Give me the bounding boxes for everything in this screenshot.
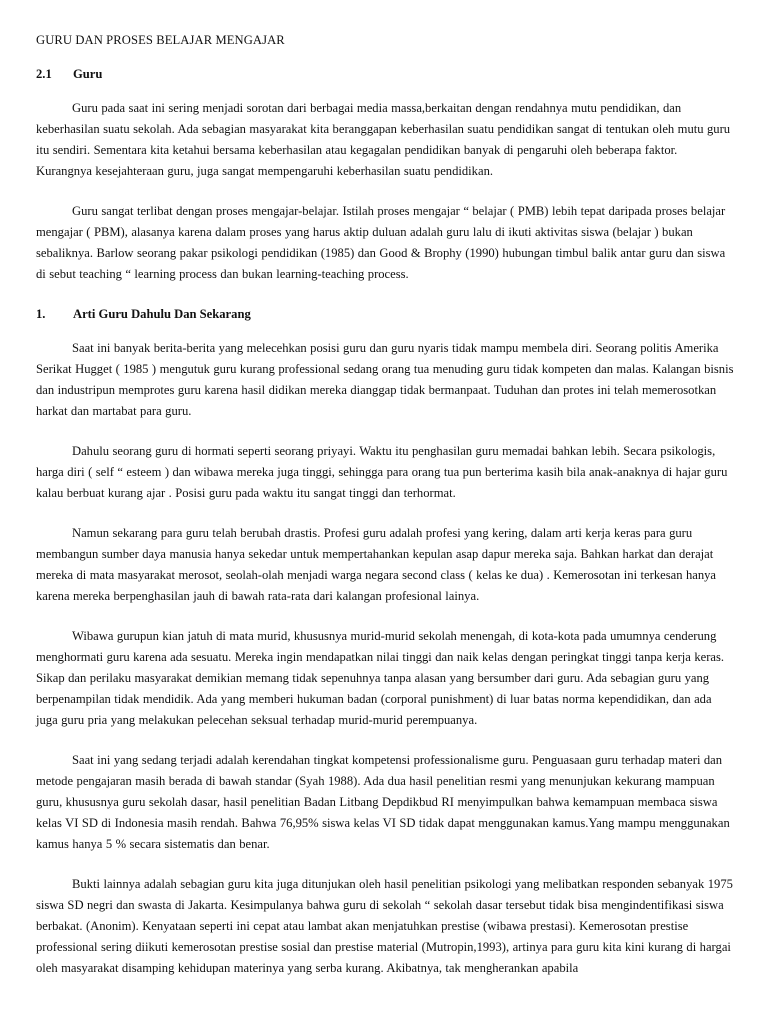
- paragraph: Saat ini banyak berita-berita yang melecehkan posisi guru dan guru nyaris tidak mampu membela diri. Seorang politis Amerika Serikat Hugget ( 1985 ) mengutuk guru kurang professional sedang orang tua menuding guru tidak kompeten dan malas. Kalangan bisnis dan industripun memprotes guru karena hasil didikan mereka dianggap tidak bermanpaat. Tuduhan dan protes ini telah memerosotkan harkat dan martabat para guru.: [36, 341, 734, 418]
- document-page: [36, 30, 736, 996]
- paragraph: Dahulu seorang guru di hormati seperti seorang priyayi. Waktu itu penghasilan guru memadai bahkan lebih. Secara psikologis, harga diri ( self “ esteem ) dan wibawa mereka juga tinggi, sehingga para orang tua pun berterima kasih bila anak-anaknya di hajar guru kalau berbuat kurang ajar . Posisi guru pada waktu itu sangat tinggi dan terhormat.: [36, 444, 728, 500]
- paragraph: Bukti lainnya adalah sebagian guru kita juga ditunjukan oleh hasil penelitian psikologi yang melibatkan responden sebanyak 1975 siswa SD negri dan swasta di Jakarta. Kesimpulanya bahwa guru di sekolah “ sekolah dasar tersebut tidak bisa mengindentifikasi siswa berbakat. (Anonim). Kenyataan seperti ini cepat atau lambat akan menjatuhkan prestise (wibawa prestasi). Kemerosotan prestise professional sering diikuti kemerosotan prestise sosial dan prestise material (Mutropin,1993), artinya para guru kita kini kurang di hargai oleh masyarakat disamping kehidupan materinya yang serba kurang. Akibatnya, tak mengherankan apabila: [36, 877, 733, 975]
- paragraph: Guru pada saat ini sering menjadi sorotan dari berbagai media massa,berkaitan dengan rendahnya mutu pendidikan, dan keberhasilan suatu sekolah. Ada sebagian masyarakat kita beranggapan keberhasilan suatu pendidikan sangat di tentukan oleh mutu guru itu sendiri. Sementara kita ketahui bersama keberhasilan atau kegagalan pendidikan banyak di pengaruhi oleh beberapa faktor. Kurangnya kesejahteraan guru, juga sangat mempengaruhi keberhasilan suatu pendidikan.: [36, 101, 731, 178]
- section-title: Arti Guru Dahulu Dan Sekarang: [73, 307, 251, 321]
- paragraph: Guru sangat terlibat dengan proses mengajar-belajar. Istilah proses mengajar “ belajar ( PMB) lebih tepat daripada proses belajar mengajar ( PBM), alasanya karena dalam proses yang harus aktip duluan adalah guru lalu di ikuti aktivitas siswa (belajar ) bukan sebaliknya. Barlow seorang pakar psikologi pendidikan (1985) dan Good & Brophy (1990) hubungan timbul balik antar guru dan siswa di sebut teaching “ learning process dan bukan learning-teaching process.: [36, 204, 726, 281]
- paragraph: Namun sekarang para guru telah berubah drastis. Profesi guru adalah profesi yang kering, dalam arti kerja keras para guru membangun sumber daya manusia hanya sekedar untuk mempertahankan kepulan asap dapur mereka saja. Bahkan harkat dan derajat mereka di mata masyarakat merosot, seolah-olah menjadi warga negara second class ( kelas ke dua) . Kemerosotan ini terkesan hanya karena mereka berpenghasilan jauh di bawah rata-rata dari kalangan profesional lainya.: [36, 526, 717, 603]
- section-number: 2.1: [36, 67, 52, 81]
- paragraph: Saat ini yang sedang terjadi adalah kerendahan tingkat kompetensi professionalisme guru. Penguasaan guru terhadap materi dan metode pengajaran masih berada di bawah standar (Syah 1988). Ada dua hasil penelitian resmi yang menunjukan kekurang mampuan guru, khususnya guru sekolah dasar, hasil penelitian Badan Litbang Depdikbud RI menyimpulkan bahwa kemampuan membaca siswa kelas VI SD di Indonesia masih rendah. Bahwa 76,95% siswa kelas VI SD tidak dapat menggunakan kamus.Yang mampu menggunakan kamus hanya 5 % secara sistematis dan benar.: [36, 753, 730, 851]
- section-title: Guru: [73, 67, 103, 81]
- paragraph: Wibawa gurupun kian jatuh di mata murid, khususnya murid-murid sekolah menengah, di kota-kota pada umumnya cenderung menghormati guru karena ada sesuatu. Mereka ingin mendapatkan nilai tinggi dan naik kelas dengan peringkat tinggi tanpa kerja keras. Sikap dan perilaku masyarakat demikian memang tidak sepenuhnya tanpa alasan yang bersumber dari guru. Ada sebagian guru yang berpenampilan tidak mendidik. Ada yang memberi hukuman badan (corporal punishment) di luar batas norma kependidikan, dan ada juga guru pria yang melakukan pelecehan seksual terhadap murid-murid perempuanya.: [36, 629, 725, 727]
- document-title: GURU DAN PROSES BELAJAR MENGAJAR: [36, 33, 285, 47]
- section-heading-arti-guru: [36, 304, 736, 324]
- section-heading-guru: [36, 64, 736, 84]
- section-number: 1.: [36, 307, 46, 321]
